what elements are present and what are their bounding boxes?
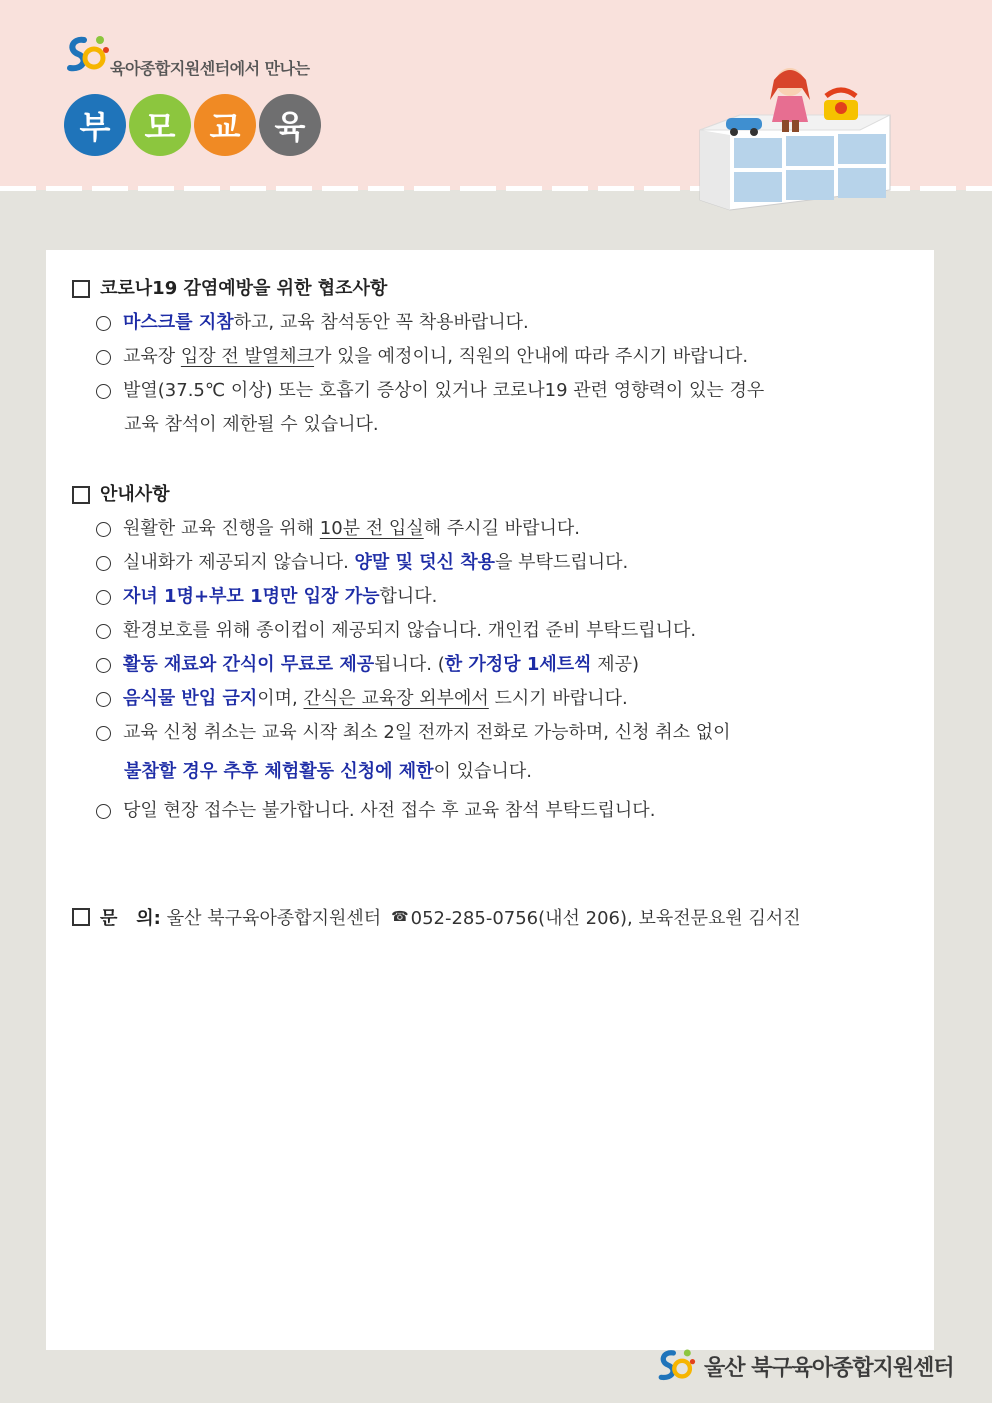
list-item-text	[123, 306, 922, 340]
title-char-3: 교	[194, 94, 256, 156]
body-text: 교육장	[123, 346, 181, 367]
highlight-text: 양말 및 덧신 착용	[354, 552, 496, 573]
body-text: 해 주시길 바랍니다.	[423, 518, 580, 539]
list-item-text	[123, 546, 922, 580]
body-text: 합니다.	[379, 586, 438, 607]
title-char-2: 모	[129, 94, 191, 156]
contact-phone: 052-285-0756(내선 206), 보육전문요원 김서진	[410, 908, 801, 929]
org-subtitle: 육아종합지원센터에서 만나는	[110, 59, 310, 78]
list-item	[72, 614, 922, 648]
circle-bullet-icon	[96, 384, 111, 399]
body-text: 당일 현장 접수는 불가합니다. 사전 접수 후 교육 참석 부탁드립니다.	[123, 800, 656, 821]
list-item-text	[123, 340, 922, 374]
list-item	[72, 794, 922, 828]
underlined-text: 간식은 교육장 외부에서	[303, 688, 489, 709]
body-text: 원활한 교육 진행을 위해	[123, 518, 320, 539]
title-char-1: 부	[64, 94, 126, 156]
body-text: 발열(37.5℃ 이상) 또는 호흡기 증상이 있거나 코로나19 관련 영향력이 있는 경우	[123, 380, 765, 401]
highlight-text: 마스크를 지참	[123, 312, 234, 333]
underlined-text: 입장 전 발열체크	[180, 346, 315, 367]
content-paper	[46, 250, 934, 1350]
covid-list	[72, 306, 922, 442]
body-text: 을 부탁드립니다.	[495, 552, 629, 573]
body-text: 제공)	[591, 654, 640, 675]
contact-label: 문 의:	[100, 908, 161, 929]
list-item	[72, 340, 922, 374]
list-item-continuation: 교육 참석이 제한될 수 있습니다.	[124, 414, 379, 435]
center-logo-icon	[64, 32, 110, 78]
list-item-text	[123, 512, 922, 546]
highlight-text: 한 가정당 1세트씩	[444, 654, 592, 675]
list-item	[72, 512, 922, 546]
circle-bullet-icon	[96, 658, 111, 673]
list-item-text	[123, 682, 922, 716]
highlight-text: 음식물 반입 금지	[123, 688, 258, 709]
circle-bullet-icon	[96, 316, 111, 331]
title-char-4: 육	[259, 94, 321, 156]
highlight-text: 자녀 1명+부모 1명만 입장 가능	[123, 586, 380, 607]
section-title-text: 안내사항	[100, 484, 170, 505]
circle-bullet-icon	[96, 556, 111, 571]
highlight-text: 불참할 경우 추후 체험활동 신청에 제한	[124, 761, 434, 782]
checkbox-square-icon	[72, 486, 90, 504]
body-text: 하고, 교육 참석동안 꼭 착용바랍니다.	[233, 312, 529, 333]
list-item-text	[123, 614, 922, 648]
toy-shelf-illustration	[690, 60, 900, 220]
section-title-text: 코로나19 감염예방을 위한 협조사항	[100, 278, 388, 299]
list-item	[72, 716, 922, 750]
info-section-title	[72, 478, 922, 512]
underlined-text: 10분 전 입실	[319, 518, 424, 539]
body-text: 이 있습니다.	[433, 761, 532, 782]
circle-bullet-icon	[96, 692, 111, 707]
circle-bullet-icon	[96, 624, 111, 639]
list-item	[72, 306, 922, 340]
list-item-continuation	[72, 750, 922, 794]
highlight-text: 활동 재료와 간식이 무료로 제공	[123, 654, 375, 675]
contact-line	[72, 900, 801, 934]
list-item-text	[123, 794, 922, 828]
list-item	[72, 546, 922, 580]
checkbox-square-icon	[72, 280, 90, 298]
circle-bullet-icon	[96, 590, 111, 605]
list-item	[72, 682, 922, 716]
body-text: 가 있을 예정이니, 직원의 안내에 따라 주시기 바랍니다.	[314, 346, 749, 367]
list-item-text	[123, 374, 922, 408]
circle-bullet-icon	[96, 350, 111, 365]
circle-bullet-icon	[96, 522, 111, 537]
body-text: 됩니다. (	[374, 654, 445, 675]
list-item	[72, 648, 922, 682]
body-text: 교육 신청 취소는 교육 시작 최소 2일 전까지 전화로 가능하며, 신청 취소 없이	[123, 722, 731, 743]
body-text: 드시기 바랍니다.	[488, 688, 628, 709]
circle-bullet-icon	[96, 726, 111, 741]
footer-org-name: 울산 북구육아종합지원센터	[704, 1355, 954, 1381]
body-text: 환경보호를 위해 종이컵이 제공되지 않습니다. 개인컵 준비 부탁드립니다.	[123, 620, 697, 641]
list-item-text	[123, 580, 922, 614]
covid-section	[72, 272, 922, 442]
list-item	[72, 580, 922, 614]
info-list	[72, 512, 922, 828]
page-title	[64, 94, 321, 156]
circle-bullet-icon	[96, 804, 111, 819]
list-item-text	[123, 648, 922, 682]
body-text: 이며,	[257, 688, 304, 709]
info-section	[72, 478, 922, 828]
covid-section-title	[72, 272, 922, 306]
list-item	[72, 374, 922, 408]
body-text: 실내화가 제공되지 않습니다.	[123, 552, 355, 573]
contact-org: 울산 북구육아종합지원센터	[166, 908, 382, 929]
center-logo-icon	[656, 1346, 696, 1386]
checkbox-square-icon	[72, 908, 90, 926]
list-item-text	[123, 716, 922, 750]
telephone-icon: ☎	[391, 909, 409, 925]
footer-logo	[656, 1346, 954, 1386]
